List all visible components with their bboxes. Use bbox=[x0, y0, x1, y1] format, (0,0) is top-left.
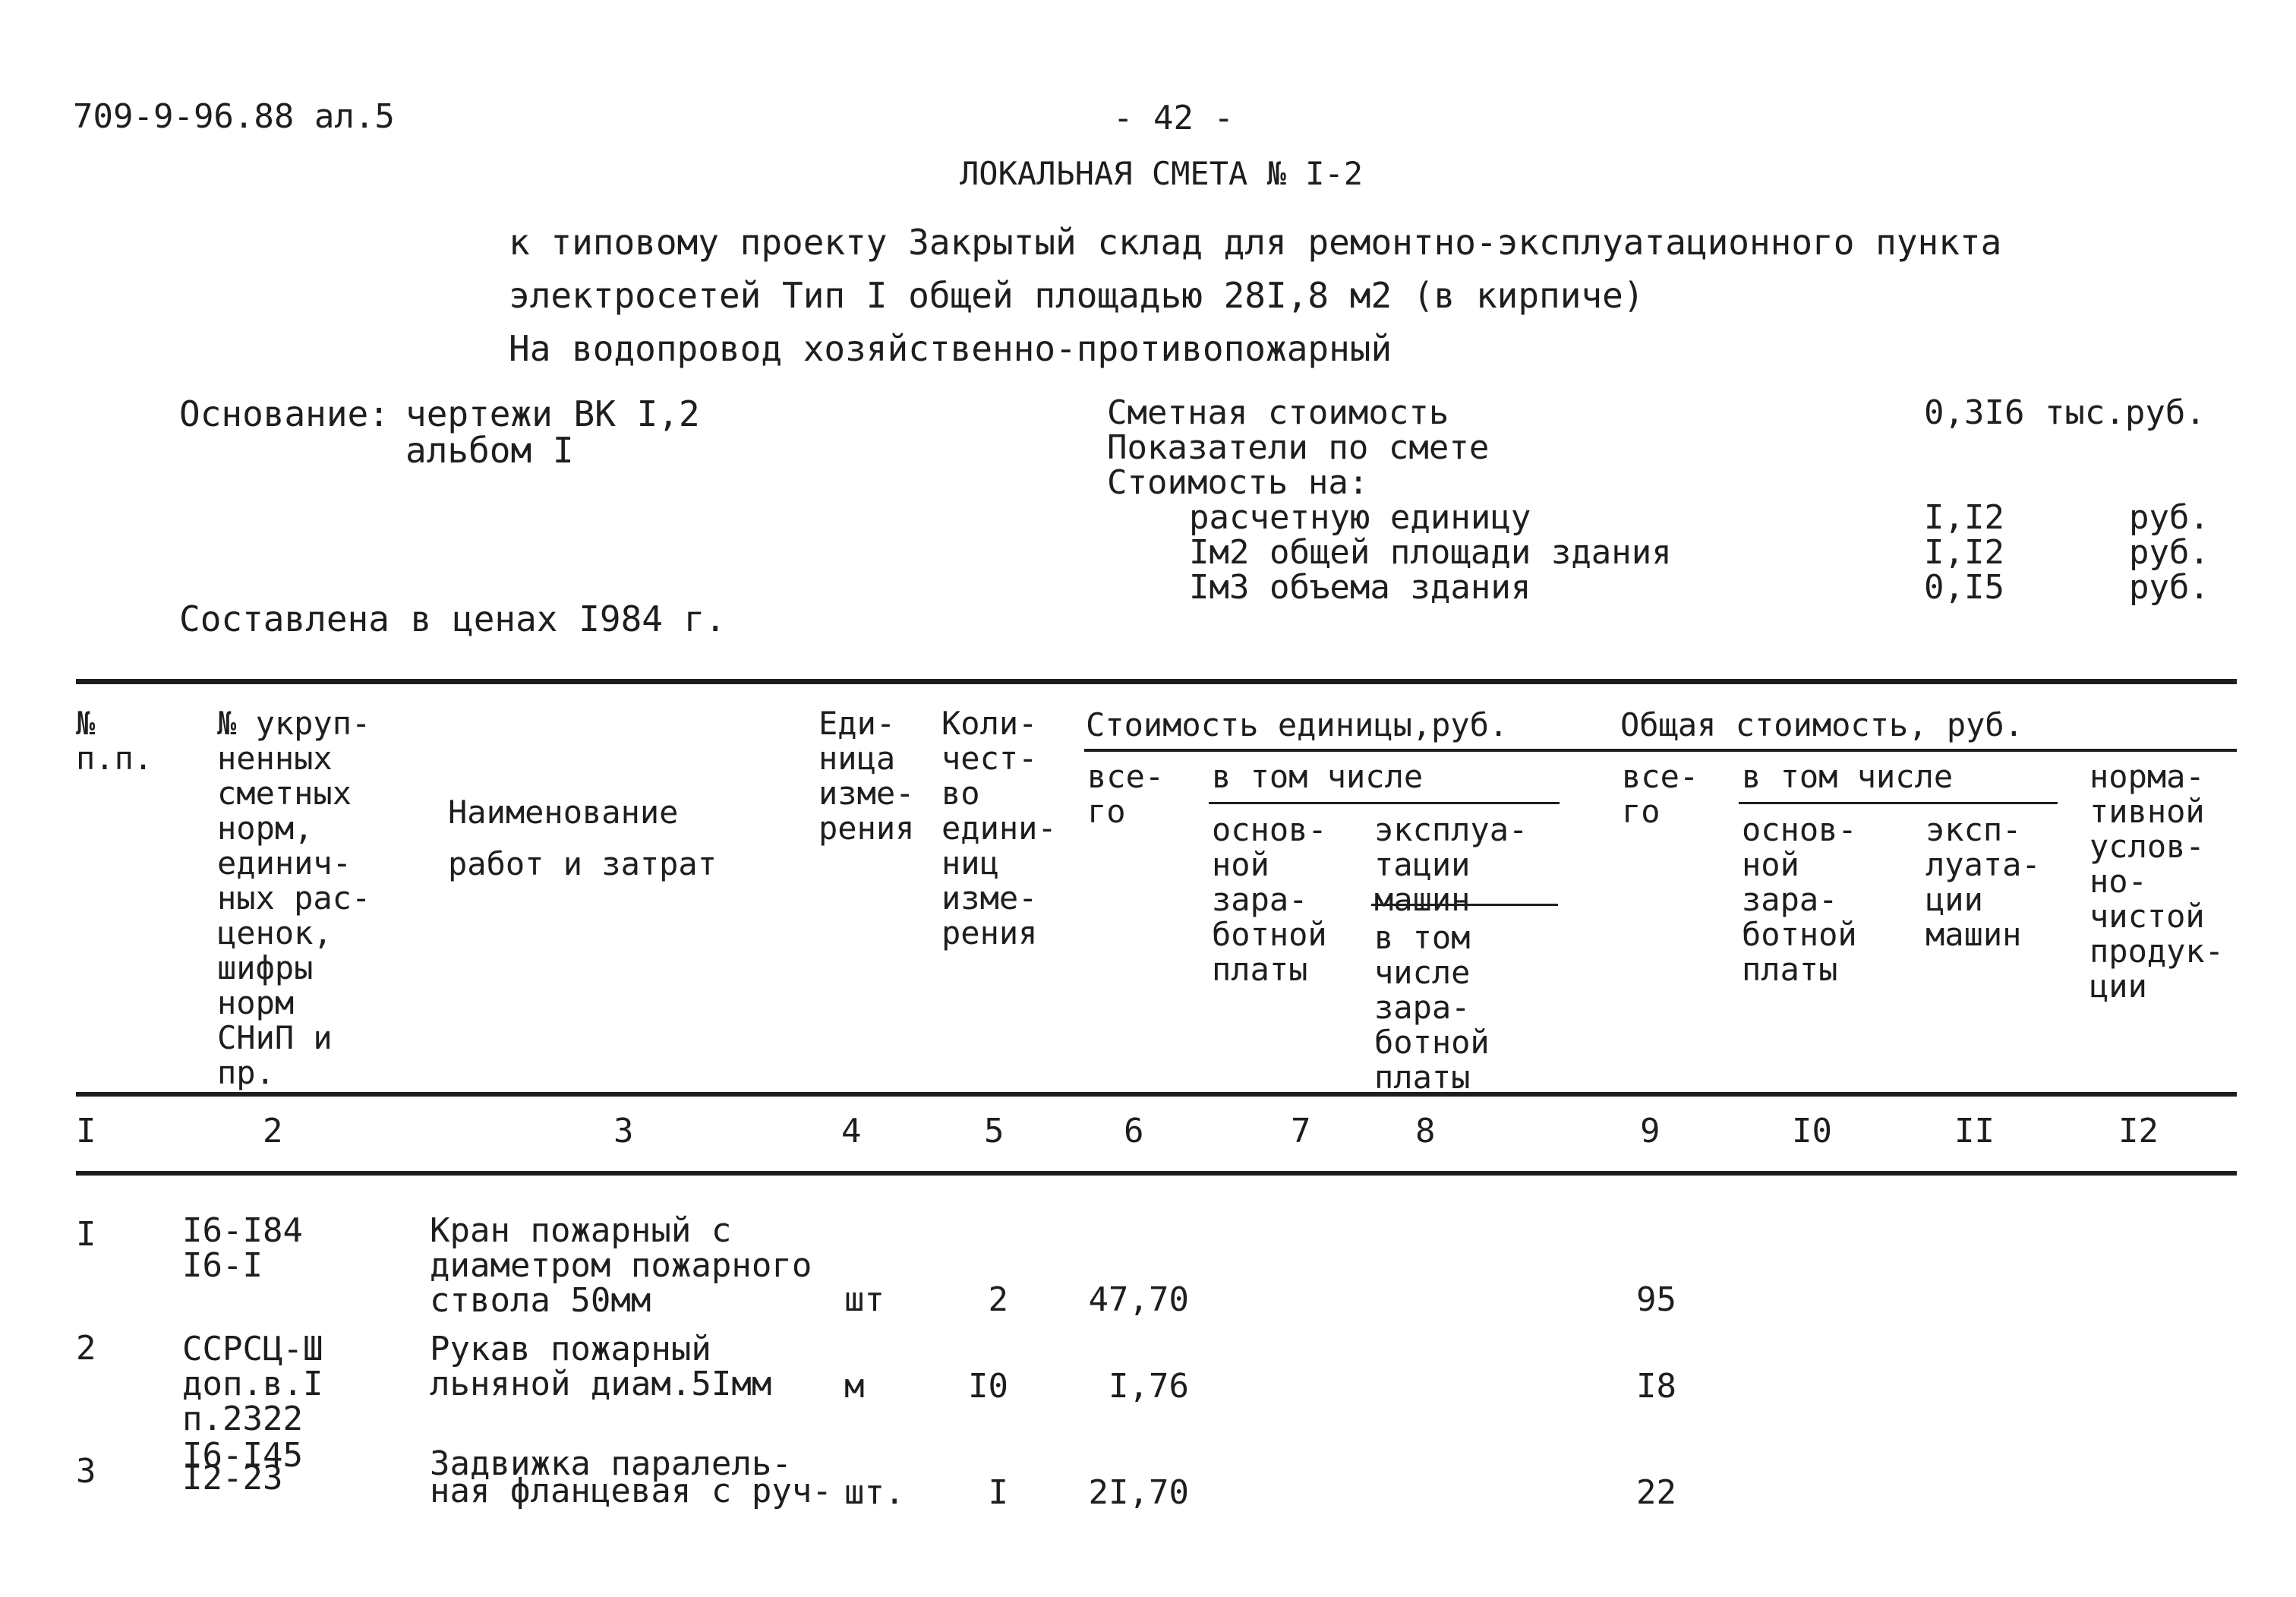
column-number: 4 bbox=[841, 1112, 862, 1150]
header-unit-incl: в том числе bbox=[1212, 758, 1424, 795]
column-number: I bbox=[76, 1112, 96, 1150]
page-number: - 42 - bbox=[1113, 99, 1234, 137]
header-total-incl: в том числе bbox=[1742, 758, 1954, 795]
row-quantity: I bbox=[988, 1473, 1008, 1512]
column-numbers-rule bbox=[76, 1171, 2237, 1176]
column-number: 5 bbox=[984, 1112, 1004, 1150]
row-unit-cost-total: 2I,70 bbox=[1088, 1473, 1189, 1512]
header-unit-total: все- го bbox=[1087, 758, 1165, 830]
column-number: 2 bbox=[263, 1112, 283, 1150]
column-number: II bbox=[1954, 1112, 1995, 1150]
indicator-label: Iм3 объема здания bbox=[1189, 568, 1531, 607]
row-norm-code: I6-I84 I6-I bbox=[182, 1211, 303, 1285]
indicator-unit: руб. bbox=[2129, 533, 2209, 572]
column-number: 6 bbox=[1124, 1112, 1144, 1150]
row-total-cost: I8 bbox=[1636, 1367, 1676, 1406]
indicator-unit: руб. bbox=[2129, 568, 2209, 607]
indicator-label: расчетную единицу bbox=[1189, 498, 1531, 537]
row-unit: шт. bbox=[844, 1473, 905, 1512]
estimate-cost-label: Сметная стоимость bbox=[1107, 393, 1449, 432]
column-number: 3 bbox=[613, 1112, 634, 1150]
header-unit-cost-group: Стоимость единицы,руб. bbox=[1086, 706, 1509, 743]
indicator-value: I,I2 bbox=[1924, 498, 2004, 537]
subtitle-line-2: электросетей Тип I общей площадью 28I,8 м2 (в кирпиче) bbox=[509, 275, 1645, 316]
compiled-prices: Составлена в ценах I984 г. bbox=[179, 598, 727, 639]
column-number: 9 bbox=[1640, 1112, 1660, 1150]
header-quantity: Коли- чест- во едини- ниц изме- рения bbox=[941, 705, 1057, 952]
row-unit: м bbox=[844, 1367, 865, 1406]
row-norm-code: I6-I45 I2-23 bbox=[182, 1436, 303, 1498]
column-number: I0 bbox=[1792, 1112, 1832, 1150]
unit-cost-group-rule bbox=[1084, 749, 2237, 752]
basis-line-1: чертежи ВК I,2 bbox=[405, 393, 700, 434]
row-quantity: I0 bbox=[968, 1367, 1008, 1406]
header-unit-machines: эксплуа- тации машин bbox=[1374, 811, 1528, 918]
header-unit-wages: основ- ной зара- ботной платы bbox=[1212, 811, 1327, 988]
subtitle-line-3: На водопровод хозяйственно-противопожарный bbox=[509, 328, 1392, 369]
row-number: 2 bbox=[76, 1329, 96, 1368]
indicator-label: Iм2 общей площади здания bbox=[1189, 533, 1672, 572]
row-work-name: Кран пожарный с диаметром пожарного ствола 50мм bbox=[430, 1211, 812, 1320]
indicator-unit: руб. bbox=[2129, 498, 2209, 537]
indicator-value: 0,I5 bbox=[1924, 568, 2004, 607]
row-unit-cost-total: 47,70 bbox=[1088, 1280, 1189, 1319]
header-total-machines: эксп- луата- ции машин bbox=[1925, 811, 2041, 953]
indicators-label: Показатели по смете bbox=[1107, 428, 1490, 467]
row-work-name: Рукав пожарный льняной диам.5Iмм bbox=[430, 1330, 772, 1403]
total-incl-rule bbox=[1739, 802, 2058, 804]
row-quantity: 2 bbox=[988, 1280, 1008, 1319]
header-normative-product: норма- тивной услов- но- чистой продук- ции bbox=[2089, 758, 2225, 1005]
row-number: 3 bbox=[76, 1452, 96, 1491]
column-number: I2 bbox=[2118, 1112, 2159, 1150]
row-unit: шт bbox=[844, 1280, 885, 1319]
document-code: 709-9-96.88 ал.5 bbox=[73, 97, 395, 136]
row-number: I bbox=[76, 1215, 96, 1254]
header-unit-machines-wages: в том числе зара- ботной платы bbox=[1374, 919, 1490, 1096]
subtitle-line-1: к типовому проекту Закрытый склад для ремонтно-эксплуатационного пункта bbox=[509, 222, 2002, 263]
document-title: ЛОКАЛЬНАЯ СМЕТА № I-2 bbox=[960, 155, 1364, 192]
row-norm-code: ССРСЦ-Ш доп.в.I п.2322 bbox=[182, 1330, 323, 1438]
header-work-name: Наименование работ и затрат bbox=[448, 794, 718, 882]
row-total-cost: 95 bbox=[1636, 1280, 1676, 1319]
header-row-number: № п.п. bbox=[76, 705, 153, 777]
table-top-rule bbox=[76, 679, 2237, 684]
basis-line-2: альбом I bbox=[405, 430, 574, 471]
column-number: 7 bbox=[1291, 1112, 1311, 1150]
column-number: 8 bbox=[1415, 1112, 1436, 1150]
row-unit-cost-total: I,76 bbox=[1109, 1367, 1189, 1406]
header-bottom-rule bbox=[76, 1092, 2237, 1097]
header-norm-code: № укруп- ненных сметных норм, единич- ных рас- ценок, шифры норм СНиП и пр. bbox=[217, 705, 371, 1091]
header-total-wages: основ- ной зара- ботной платы bbox=[1742, 811, 1857, 988]
estimate-cost-value: 0,3I6 тыс.руб. bbox=[1924, 393, 2206, 432]
header-unit: Еди- ница изме- рения bbox=[818, 705, 915, 847]
indicator-value: I,I2 bbox=[1924, 533, 2004, 572]
header-total-cost-group: Общая стоимость, руб. bbox=[1620, 706, 2024, 743]
basis-label: Основание: bbox=[179, 393, 390, 434]
row-total-cost: 22 bbox=[1636, 1473, 1676, 1512]
header-total: все- го bbox=[1622, 758, 1699, 830]
cost-on-label: Стоимость на: bbox=[1107, 463, 1369, 502]
row-work-name: Задвижка паралель- ная фланцевая с руч- bbox=[430, 1444, 832, 1510]
unit-incl-rule bbox=[1209, 802, 1560, 804]
